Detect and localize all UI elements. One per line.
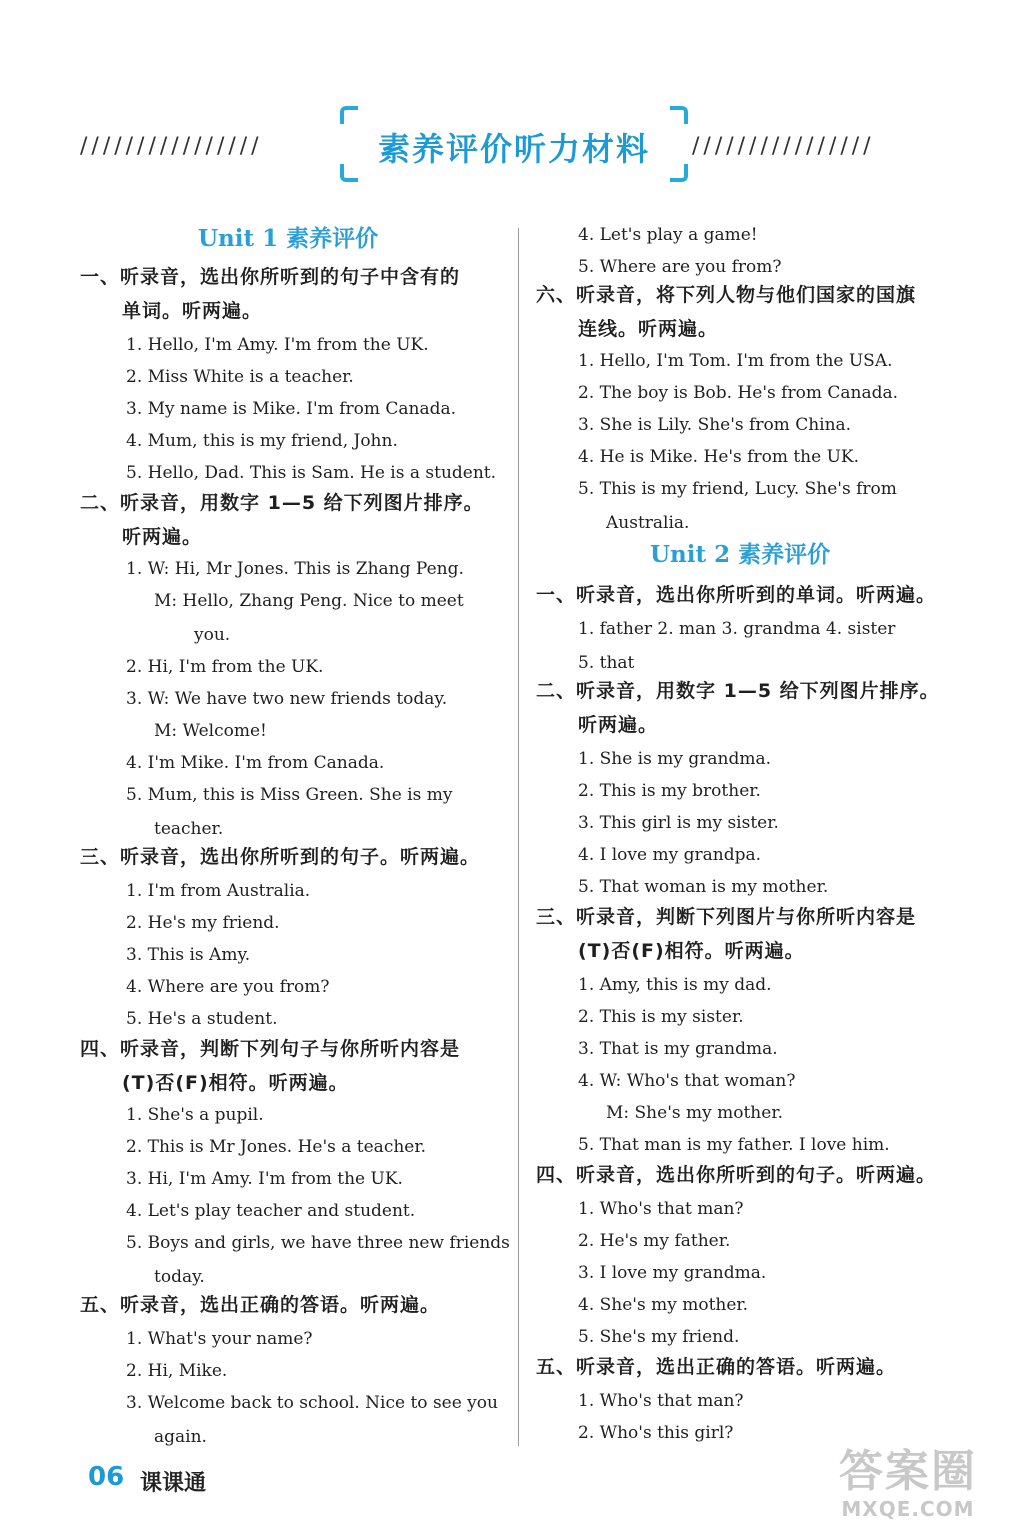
section-title-box [340,106,688,182]
list-item: 4. He is Mike. He's from the UK. [578,447,860,467]
list-item: 4. I love my grandpa. [578,845,762,865]
list-item: 2. Who's this girl? [578,1423,734,1443]
list-item: 5. This is my friend, Lucy. She's from [578,479,897,499]
section-heading: 一、听录音，选出你所听到的句子中含有的 [80,266,461,288]
section-heading: 四、听录音，判断下列句子与你所听内容是 [80,1038,461,1060]
dialogue-line: 3. That is my grandma. [578,1039,778,1059]
list-item: 3. I love my grandma. [578,1263,767,1283]
section-heading: 四、听录音，选出你所听到的句子。听两遍。 [536,1164,937,1186]
list-item: 3. This is Amy. [126,945,251,965]
column-divider [518,228,519,1446]
section-heading: 五、听录音，选出正确的答语。听两遍。 [80,1294,441,1316]
list-item: 4. Let's play a game! [578,225,758,245]
list-item-cont: again. [154,1427,207,1447]
list-item: 3. Welcome back to school. Nice to see you [126,1393,498,1413]
list-item: 5. He's a student. [126,1009,278,1029]
word-list: 1. father 2. man 3. grandma 4. sister [578,619,896,639]
list-item: 2. Miss White is a teacher. [126,367,354,387]
section-heading: 一、听录音，选出你所听到的单词。听两遍。 [536,584,937,606]
list-item: 1. Who's that man? [578,1391,744,1411]
list-item: 3. She is Lily. She's from China. [578,415,852,435]
watermark-url: MXQE.COM [841,1497,975,1521]
list-item: 1. Who's that man? [578,1199,744,1219]
list-item: 2. He's my friend. [126,913,280,933]
list-item: 3. My name is Mike. I'm from Canada. [126,399,457,419]
list-item: 4. She's my mother. [578,1295,749,1315]
list-item: 2. This is my brother. [578,781,761,801]
list-item: 4. Mum, this is my friend, John. [126,431,398,451]
list-item: 2. The boy is Bob. He's from Canada. [578,383,898,403]
list-item: 2. Hi, Mike. [126,1361,228,1381]
watermark-text: 答案圈 [839,1446,977,1497]
dialogue-line: you. [194,625,231,645]
list-item: 1. She's a pupil. [126,1105,264,1125]
unit2-title: Unit 2 素养评价 [650,541,831,568]
section-heading: 二、听录音，用数字 1—5 给下列图片排序。 [536,680,940,702]
list-item-cont: today. [154,1267,205,1287]
list-item: 5. Hello, Dad. This is Sam. He is a student. [126,463,497,483]
dialogue-line: 2. Hi, I'm from the UK. [126,657,324,677]
list-item: 1. I'm from Australia. [126,881,311,901]
dialogue-line: M: Welcome! [154,721,267,741]
header-slashes-left: //////////////// [80,134,263,159]
list-item-cont: Australia. [606,513,690,533]
dialogue-line: 5. That man is my father. I love him. [578,1135,890,1155]
list-item: 1. Hello, I'm Tom. I'm from the USA. [578,351,893,371]
dialogue-line: 1. W: Hi, Mr Jones. This is Zhang Peng. [126,559,464,579]
list-item: 5. Where are you from? [578,257,782,277]
section-heading: 三、听录音，选出你所听到的句子。听两遍。 [80,846,481,868]
bracket-decoration [670,106,688,124]
list-item: 5. That woman is my mother. [578,877,829,897]
dialogue-line: 4. W: Who's that woman? [578,1071,796,1091]
list-item: 4. Where are you from? [126,977,330,997]
dialogue-line: M: She's my mother. [606,1103,783,1123]
dialogue-line: teacher. [154,819,224,839]
list-item: 3. This girl is my sister. [578,813,779,833]
dialogue-line: 1. Amy, this is my dad. [578,975,772,995]
section-heading-cont: 单词。听两遍。 [122,300,263,322]
dialogue-line: 2. This is my sister. [578,1007,744,1027]
unit1-title: Unit 1 素养评价 [198,225,379,252]
page-title: 素养评价听力材料 [377,130,650,168]
list-item: 1. She is my grandma. [578,749,772,769]
dialogue-line: M: Hello, Zhang Peng. Nice to meet [154,591,464,611]
section-heading: 三、听录音，判断下列图片与你所听内容是 [536,906,917,928]
list-item: 1. What's your name? [126,1329,313,1349]
section-heading: 二、听录音，用数字 1—5 给下列图片排序。 [80,492,484,514]
dialogue-line: 3. W: We have two new friends today. [126,689,448,709]
page-number: 06 [88,1462,125,1492]
list-item: 2. He's my father. [578,1231,731,1251]
list-item: 5. She's my friend. [578,1327,740,1347]
section-heading-cont: (T)否(F)相符。听两遍。 [578,940,805,962]
list-item: 3. Hi, I'm Amy. I'm from the UK. [126,1169,403,1189]
watermark-logo [820,1448,996,1528]
list-item: 5. Boys and girls, we have three new friends [126,1233,510,1253]
list-item: 4. Let's play teacher and student. [126,1201,416,1221]
section-heading: 六、听录音，将下列人物与他们国家的国旗 [536,284,917,306]
brand-name: 课课通 [140,1471,207,1496]
section-heading-cont: (T)否(F)相符。听两遍。 [122,1072,349,1094]
dialogue-line: 4. I'm Mike. I'm from Canada. [126,753,385,773]
section-heading: 五、听录音，选出正确的答语。听两遍。 [536,1356,897,1378]
word-list: 5. that [578,653,635,673]
dialogue-line: 5. Mum, this is Miss Green. She is my [126,785,453,805]
list-item: 2. This is Mr Jones. He's a teacher. [126,1137,427,1157]
section-heading-cont: 连线。听两遍。 [578,318,719,340]
bracket-decoration [340,106,358,124]
list-item: 1. Hello, I'm Amy. I'm from the UK. [126,335,429,355]
section-heading-cont: 听两遍。 [122,526,203,548]
header-slashes-right: //////////////// [692,134,875,159]
section-heading-cont: 听两遍。 [578,714,659,736]
